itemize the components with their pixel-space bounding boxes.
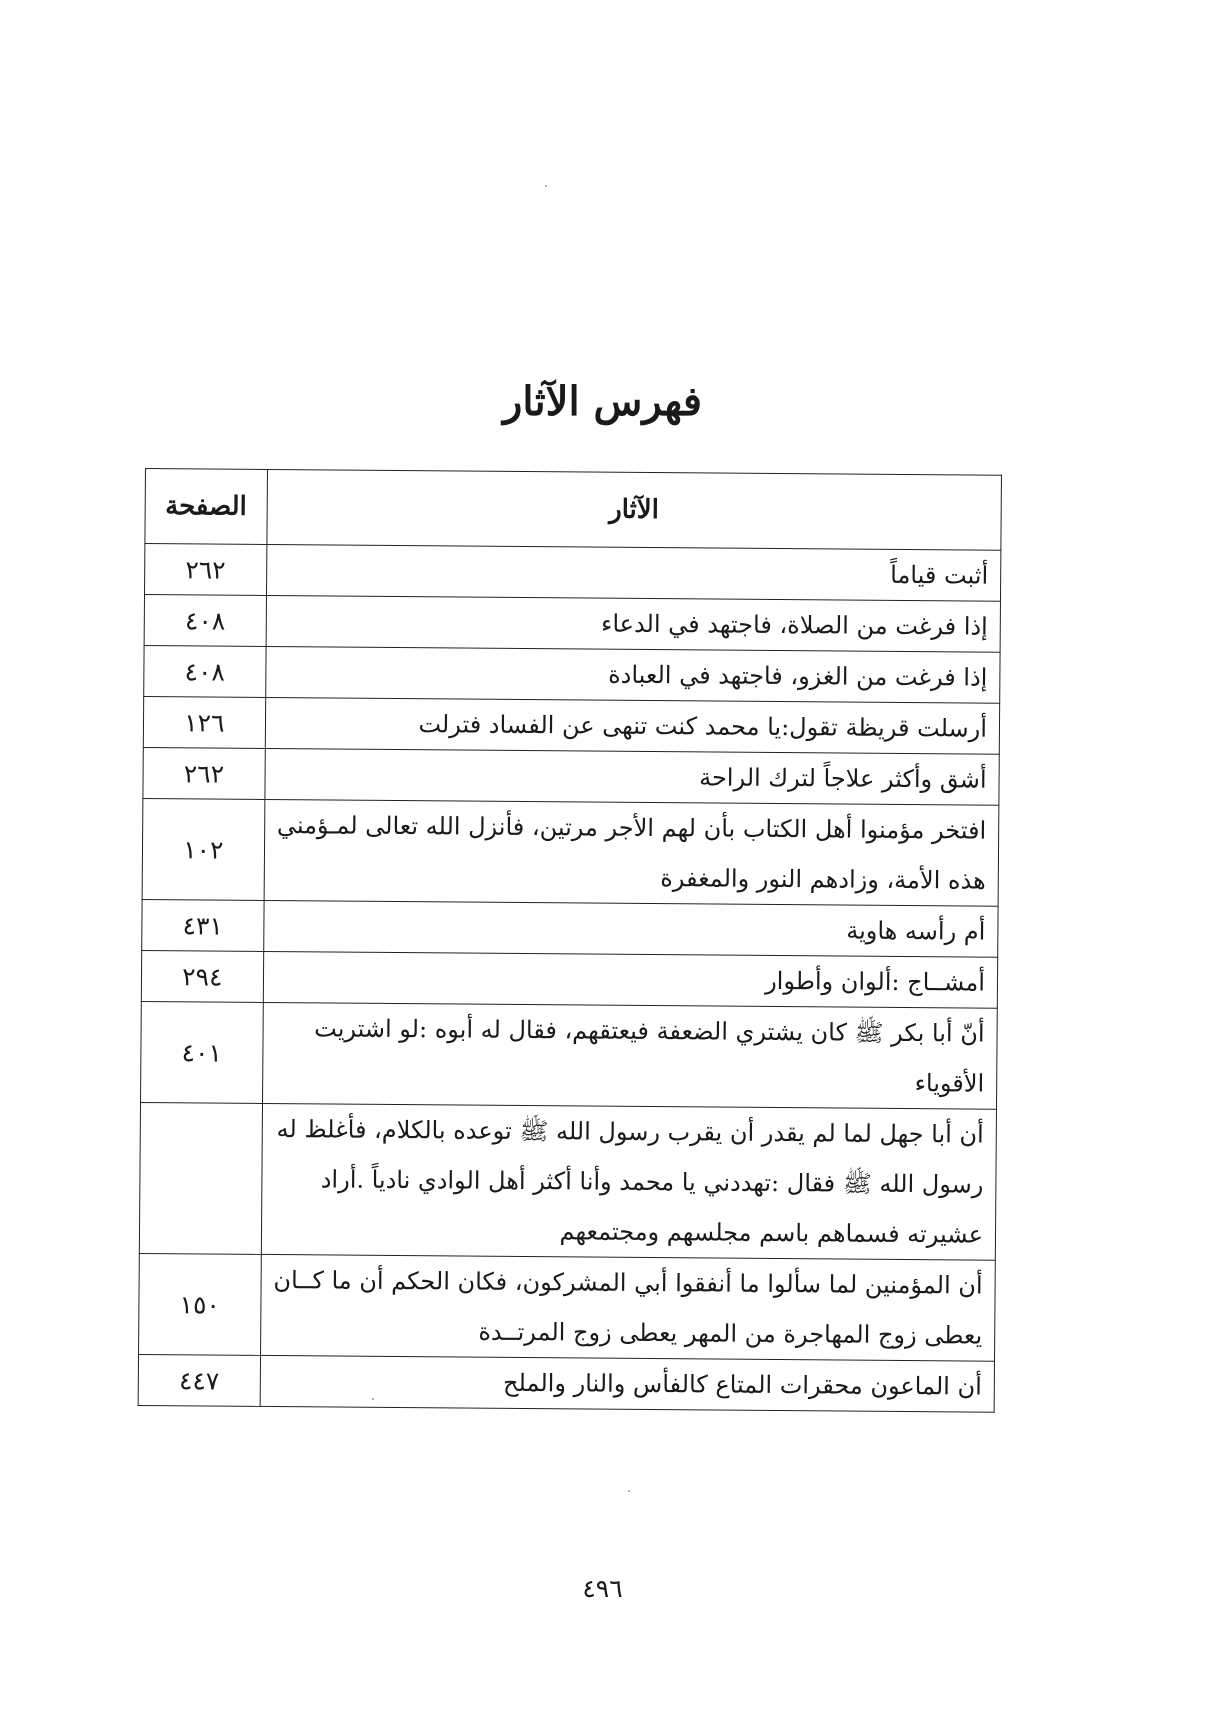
scan-speck (372, 1398, 374, 1400)
athar-text-line: يعطى زوج المهاجرة من المهر يعطى زوج المرتــدة (478, 1317, 983, 1350)
page-ref-cell: ١٥٠ (139, 1253, 261, 1355)
athar-text-cell (263, 900, 998, 957)
athar-text-line: رسول الله ﷺ فقال :تهددني يا محمد وأنا أكثر أهل الوادي نادياً .أراد (320, 1165, 984, 1199)
athar-text-line: أمشــاج :ألوان وأطوار (765, 966, 986, 997)
athar-text-line: الأقوياء (914, 1069, 985, 1098)
page-ref-cell: ٤٣١ (142, 899, 264, 951)
page-ref-cell: ٤٠٨ (144, 595, 266, 647)
table-row (142, 899, 998, 957)
athar-text-cell (264, 799, 999, 906)
table-row (141, 950, 997, 1008)
athar-text-line: أشق وأكثر علاجاً لترك الراحة (699, 763, 987, 794)
athar-text-line: أن المؤمنين لما سألوا ما أنفقوا أبي المشركون، فكان الحكم أن ما كــان (273, 1266, 983, 1300)
athar-text-cell (260, 1355, 995, 1412)
athar-text-line: إذا فرغت من الصلاة، فاجتهد في الدعاء (600, 609, 988, 641)
table-row (139, 1102, 996, 1260)
athar-index-table (138, 468, 1002, 1413)
table-row (144, 645, 1000, 703)
table-row (139, 1253, 996, 1361)
athar-text-cell (265, 697, 1000, 754)
table-row (143, 747, 999, 805)
page-title: فهرس الآثار (503, 378, 702, 425)
athar-text-line: أثبت قياماً (890, 560, 989, 590)
athar-text-cell (265, 646, 1000, 703)
header-page: الصفحة (145, 469, 267, 545)
page-ref-cell: ٤٠١ (141, 1001, 263, 1103)
header-athar: الآثار (267, 469, 1002, 550)
athar-text-line: هذه الأمة، وزادهم النور والمغفرة (660, 864, 986, 895)
table-row (144, 595, 1000, 653)
scan-speck (628, 1490, 630, 1492)
athar-text-cell (262, 1002, 997, 1109)
athar-text-cell (263, 951, 998, 1008)
page-ref-cell: ٤٠٨ (144, 645, 266, 697)
page-ref-cell: ٤٤٧ (138, 1354, 260, 1406)
table-row (141, 1001, 998, 1109)
page-ref-cell: ٢٩٤ (141, 950, 263, 1002)
athar-text-line: أن أبا جهل لما لم يقدر أن يقرب رسول الله ﷺ توعده بالكلام، فأغلظ له (276, 1115, 984, 1149)
table-body (138, 544, 1001, 1413)
athar-text-line: إذا فرغت من الغزو، فاجتهد في العبادة (608, 660, 988, 692)
athar-text-line: أن الماعون محقرات المتاع كالفأس والنار والملح (503, 1368, 982, 1401)
table-row (145, 544, 1001, 602)
athar-text-cell (260, 1254, 995, 1361)
athar-text-line: أنّ أبا بكر ﷺ كان يشتري الضعفة فيعتقهم، فقال له أبوه :لو اشتريت (314, 1014, 985, 1048)
page-ref-cell: ٢٦٢ (145, 544, 267, 596)
table-header-row (145, 469, 1002, 551)
table-row (142, 798, 999, 906)
athar-text-cell (266, 595, 1001, 652)
page-ref-cell: ١٠٢ (142, 798, 264, 900)
athar-text-line: أم رأسه هاوية (846, 916, 986, 946)
page-ref-cell: ٢٦٢ (143, 747, 265, 799)
table-row (143, 696, 999, 754)
athar-text-line: عشيرته فسماهم باسم مجلسهم ومجتمعهم (559, 1217, 984, 1249)
athar-text-cell (266, 544, 1001, 601)
scan-speck (545, 185, 547, 187)
athar-text-line: أرسلت قريظة تقول:يا محمد كنت تنهى عن الفساد فترلت (418, 710, 988, 743)
page-ref-cell (139, 1102, 262, 1254)
athar-text-cell (261, 1103, 996, 1260)
page-number: ٤٩٦ (582, 1574, 623, 1603)
athar-text-cell (265, 748, 1000, 805)
page-ref-cell: ١٢٦ (143, 696, 265, 748)
table-row (138, 1354, 994, 1412)
athar-text-line: افتخر مؤمنوا أهل الكتاب بأن لهم الأجر مرتين، فأنزل الله تعالى لمـؤمني (276, 811, 987, 845)
